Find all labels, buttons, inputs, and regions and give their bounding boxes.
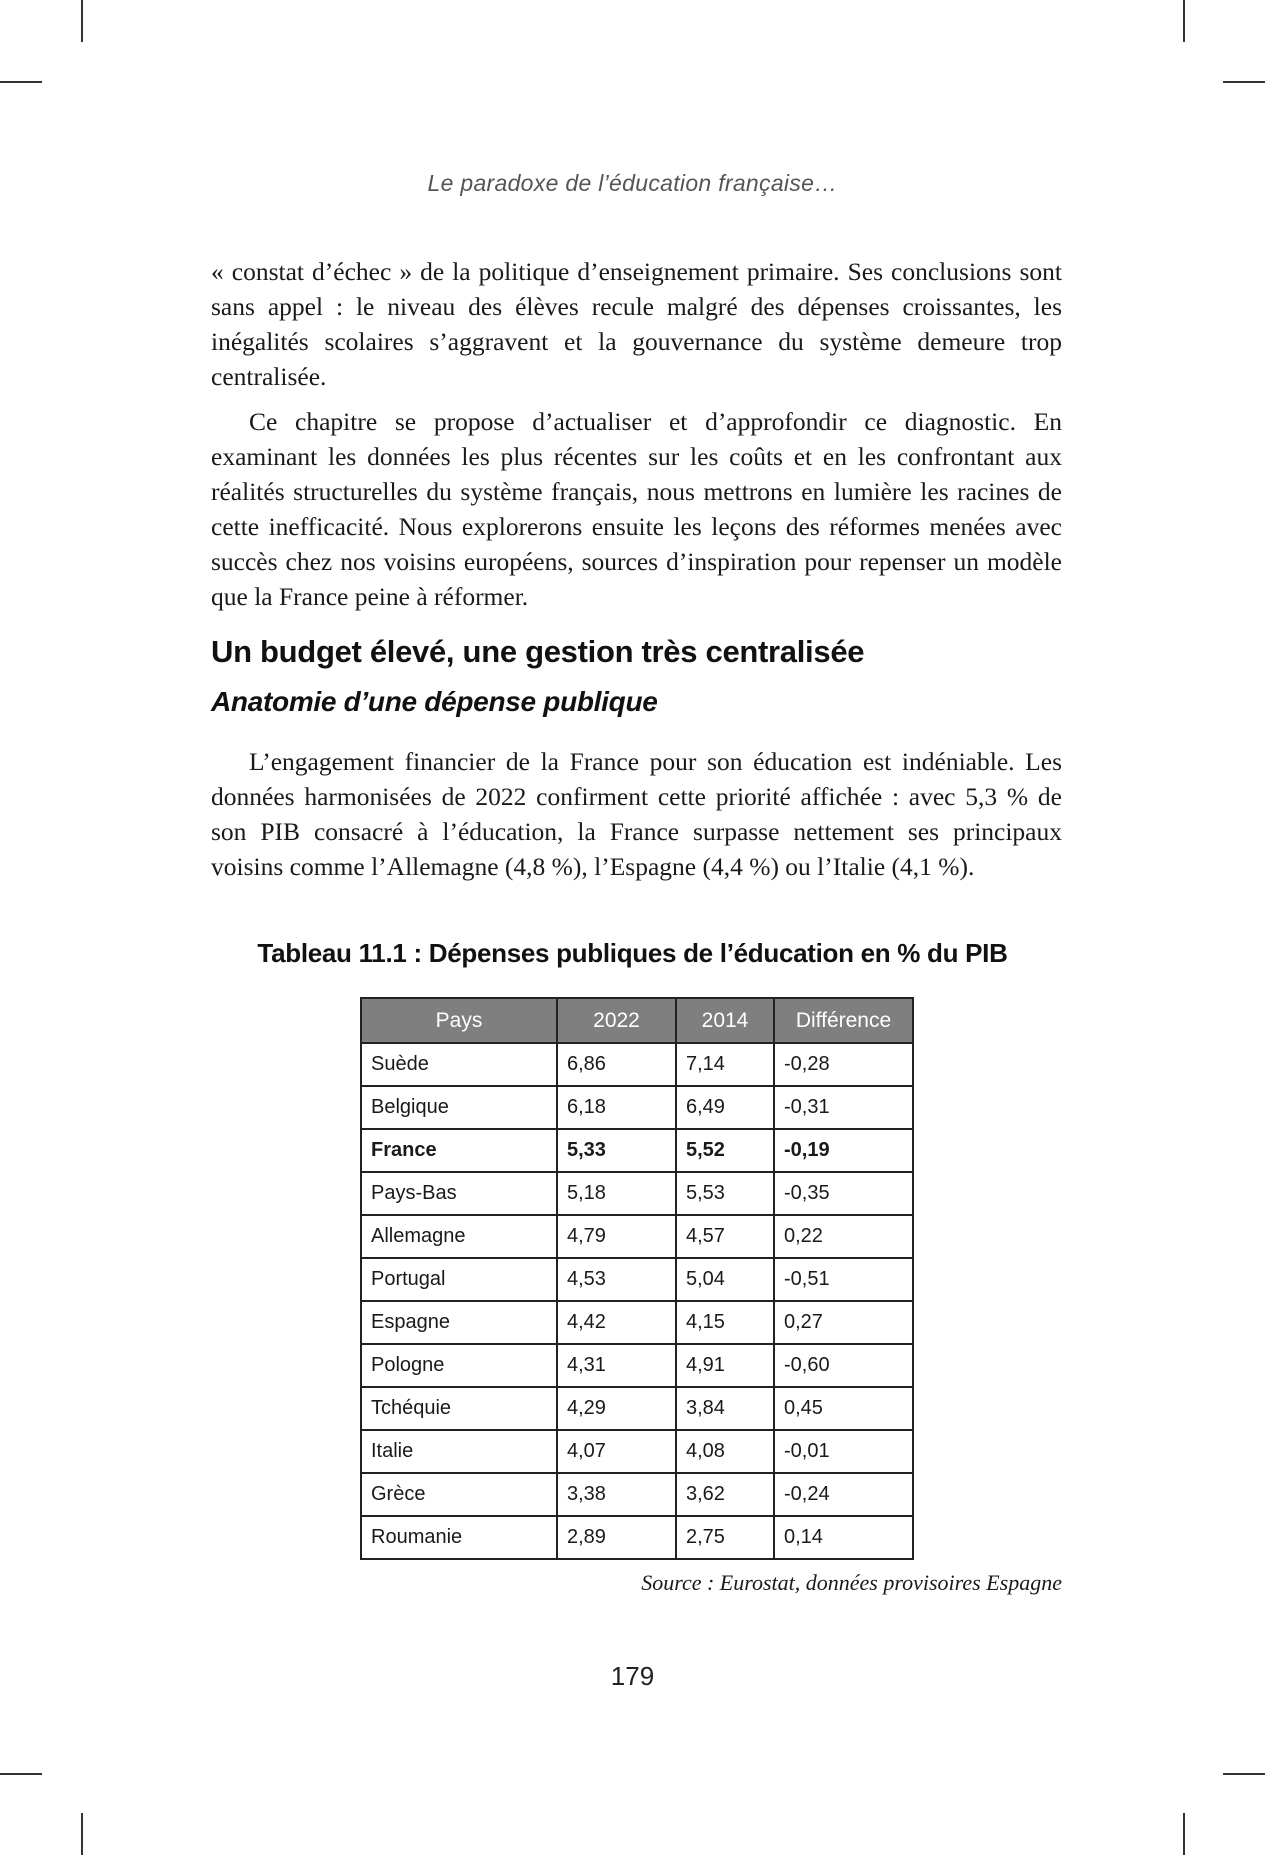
table-cell: 4,57 — [676, 1215, 774, 1258]
crop-mark — [81, 1813, 83, 1855]
table-cell: Italie — [361, 1430, 557, 1473]
table-body — [361, 1043, 913, 1559]
crop-mark — [1223, 1773, 1265, 1775]
table-cell: 4,15 — [676, 1301, 774, 1344]
table-cell: 5,33 — [557, 1129, 676, 1172]
table-cell: 4,31 — [557, 1344, 676, 1387]
table-row — [361, 1086, 913, 1129]
table-cell: 0,14 — [774, 1516, 913, 1559]
table-cell: France — [361, 1129, 557, 1172]
crop-mark — [1223, 81, 1265, 83]
table-cell: 6,86 — [557, 1043, 676, 1086]
table-cell: Belgique — [361, 1086, 557, 1129]
table-cell: 0,45 — [774, 1387, 913, 1430]
table-cell: 3,62 — [676, 1473, 774, 1516]
table-caption: Tableau 11.1 : Dépenses publiques de l’éducation en % du PIB — [257, 938, 1008, 968]
table-cell: Tchéquie — [361, 1387, 557, 1430]
table-cell: 5,04 — [676, 1258, 774, 1301]
table-cell: 5,53 — [676, 1172, 774, 1215]
table-cell: 4,07 — [557, 1430, 676, 1473]
table-cell: 7,14 — [676, 1043, 774, 1086]
table-cell: 2,75 — [676, 1516, 774, 1559]
crop-mark — [0, 1773, 42, 1775]
table-cell: Pologne — [361, 1344, 557, 1387]
paragraph: Ce chapitre se propose d’actualiser et d’approfondir ce diagnostic. En examinant les données les plus récentes sur les coûts et en les confrontant aux réalités structurelles du système français, nous mettrons en lumière les racines de cette inefficacité. Nous explorerons ensuite les leçons des réformes menées avec succès chez nos voisins européens, sources d’inspiration pour repenser un modèle que la France peine à réformer. — [211, 407, 1062, 611]
table-row — [361, 1215, 913, 1258]
table-cell: 6,49 — [676, 1086, 774, 1129]
table-row — [361, 1516, 913, 1559]
table-source: Source : Eurostat, données provisoires Espagne — [641, 1570, 1062, 1595]
table-cell: 5,18 — [557, 1172, 676, 1215]
crop-mark — [0, 81, 42, 83]
subsection-heading: Anatomie d’une dépense publique — [211, 686, 658, 717]
table-row — [361, 1430, 913, 1473]
paragraph-block — [211, 744, 1062, 884]
table-cell: 4,79 — [557, 1215, 676, 1258]
table-cell: 6,18 — [557, 1086, 676, 1129]
table-cell: 4,08 — [676, 1430, 774, 1473]
column-header: Pays — [361, 998, 557, 1043]
table-row — [361, 1473, 913, 1516]
table-cell: -0,24 — [774, 1473, 913, 1516]
paragraph-block — [211, 254, 1062, 394]
table-cell: -0,60 — [774, 1344, 913, 1387]
table-cell: -0,19 — [774, 1129, 913, 1172]
table-cell: 5,52 — [676, 1129, 774, 1172]
table-cell: -0,28 — [774, 1043, 913, 1086]
table-row — [361, 1258, 913, 1301]
data-table — [360, 997, 914, 1560]
table-cell: -0,51 — [774, 1258, 913, 1301]
table-cell: 4,91 — [676, 1344, 774, 1387]
crop-mark — [1183, 0, 1185, 42]
table-cell: Pays-Bas — [361, 1172, 557, 1215]
section-heading: Un budget élevé, une gestion très centralisée — [211, 634, 865, 669]
column-header: 2014 — [676, 998, 774, 1043]
table-cell: -0,01 — [774, 1430, 913, 1473]
paragraph: L’engagement financier de la France pour son éducation est indéniable. Les données harmonisées de 2022 confirment cette priorité affichée : avec 5,3 % de son PIB consacré à l’éducation, la France surpasse nettement ses principaux voisins comme l’Allemagne (4,8 %), l’Espagne (4,4 %) ou l’Italie (4,1 %). — [211, 747, 1062, 881]
table-row — [361, 1344, 913, 1387]
table-cell: Grèce — [361, 1473, 557, 1516]
page-number: 179 — [610, 1661, 655, 1691]
table-cell: 2,89 — [557, 1516, 676, 1559]
table-row — [361, 1129, 913, 1172]
column-header: 2022 — [557, 998, 676, 1043]
table-row — [361, 1043, 913, 1086]
crop-mark — [1183, 1813, 1185, 1855]
table-cell: 3,38 — [557, 1473, 676, 1516]
table-row — [361, 1301, 913, 1344]
paragraph-block — [211, 404, 1062, 614]
table-header-row — [361, 998, 913, 1043]
table-cell: 0,27 — [774, 1301, 913, 1344]
table-cell: -0,35 — [774, 1172, 913, 1215]
table-cell: 3,84 — [676, 1387, 774, 1430]
table-cell: Espagne — [361, 1301, 557, 1344]
table-cell: Roumanie — [361, 1516, 557, 1559]
running-head: Le paradoxe de l’éducation française… — [427, 170, 838, 196]
paragraph: « constat d’échec » de la politique d’enseignement primaire. Ses conclusions sont sans appel : le niveau des élèves recule malgré des dépenses croissantes, les inégalités scolaires s’aggravent et la gouvernance du système demeure trop centralisée. — [211, 257, 1062, 391]
table-cell: 0,22 — [774, 1215, 913, 1258]
table-row — [361, 1172, 913, 1215]
table-row — [361, 1387, 913, 1430]
table-cell: Allemagne — [361, 1215, 557, 1258]
table-cell: 4,29 — [557, 1387, 676, 1430]
table-cell: 4,53 — [557, 1258, 676, 1301]
column-header: Différence — [774, 998, 913, 1043]
crop-mark — [81, 0, 83, 42]
table-cell: Portugal — [361, 1258, 557, 1301]
table-cell: 4,42 — [557, 1301, 676, 1344]
table-cell: -0,31 — [774, 1086, 913, 1129]
table-cell: Suède — [361, 1043, 557, 1086]
